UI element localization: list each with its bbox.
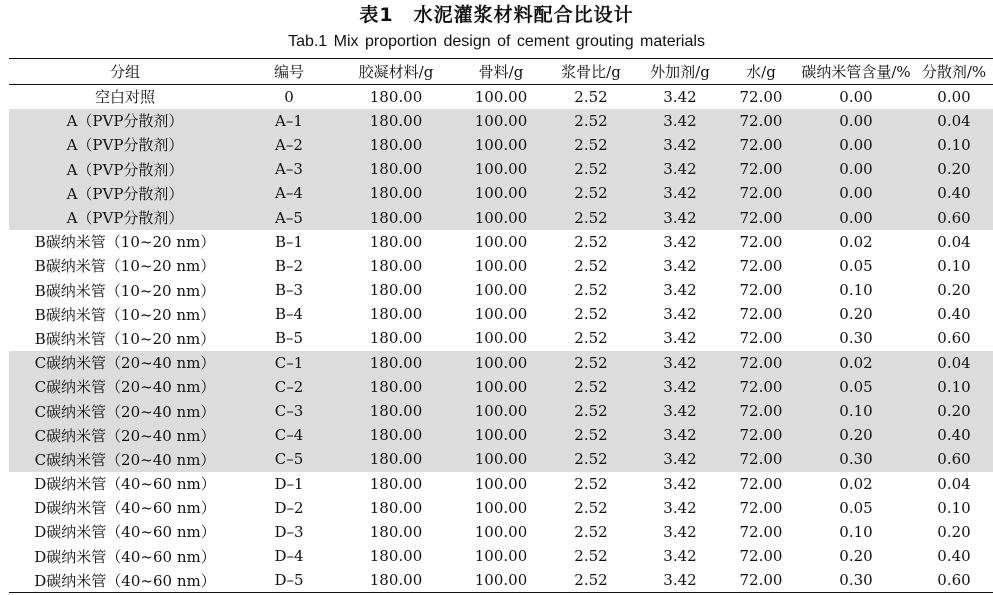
cell-water: 72.00 — [725, 568, 797, 592]
cell-group: C碳纳米管（20~40 nm） — [9, 351, 241, 375]
table-row — [9, 85, 993, 109]
table-row — [9, 399, 993, 423]
cell-admixture: 3.42 — [663, 281, 697, 300]
cell-cnt: 0.00 — [839, 87, 873, 106]
cell-dispersant: 0.20 — [915, 157, 993, 181]
table-row — [9, 254, 993, 278]
cell-water: 72.00 — [725, 157, 797, 181]
table-row — [9, 302, 993, 326]
cell-aggregate: 100.00 — [474, 547, 528, 566]
cell-cnt: 0.30 — [797, 447, 915, 471]
cell-cnt: 0.00 — [797, 205, 915, 229]
cell-cnt: 0.05 — [839, 498, 873, 517]
cell-group: B碳纳米管（10~20 nm） — [34, 233, 216, 252]
cell-dispersant: 0.60 — [937, 329, 971, 348]
cell-water: 72.00 — [739, 474, 783, 493]
cell-cnt: 0.10 — [839, 281, 873, 300]
cell-cnt: 0.20 — [839, 547, 873, 566]
cell-binder: 180.00 — [337, 447, 455, 471]
cell-group: D碳纳米管（40~60 nm） — [34, 547, 216, 566]
cell-id: C–2 — [241, 375, 337, 399]
cell-id: A–1 — [241, 109, 337, 133]
cell-binder: 180.00 — [337, 157, 455, 181]
cell-binder: 180.00 — [369, 547, 423, 566]
cell-admixture: 3.42 — [635, 399, 725, 423]
cell-group: A（PVP分散剂） — [9, 181, 241, 205]
cell-cnt: 0.00 — [797, 181, 915, 205]
cell-binder: 180.00 — [369, 232, 423, 251]
cell-binder: 180.00 — [337, 375, 455, 399]
cell-dispersant: 0.00 — [937, 87, 971, 106]
cell-water: 72.00 — [739, 281, 783, 300]
cell-binder: 180.00 — [337, 568, 455, 592]
cell-dispersant: 0.04 — [915, 351, 993, 375]
cell-water: 72.00 — [725, 447, 797, 471]
table-row — [9, 205, 993, 229]
table-title-cn: 表1 水泥灌浆材料配合比设计 — [359, 4, 634, 26]
cell-binder: 180.00 — [337, 109, 455, 133]
cell-dispersant: 0.20 — [937, 281, 971, 300]
cell-dispersant: 0.40 — [937, 305, 971, 324]
cell-binder: 180.00 — [369, 522, 423, 541]
cell-ratio: 2.52 — [574, 232, 608, 251]
cell-cnt: 0.05 — [839, 256, 873, 275]
table-row — [9, 568, 993, 592]
cell-aggregate: 100.00 — [455, 157, 547, 181]
cell-water: 72.00 — [739, 329, 783, 348]
cell-admixture: 3.42 — [635, 205, 725, 229]
cell-ratio: 2.52 — [547, 423, 635, 447]
cell-aggregate: 100.00 — [474, 256, 528, 275]
table-row — [9, 278, 993, 302]
header-cnt: 碳纳米管含量/% — [797, 59, 915, 85]
cell-binder: 180.00 — [337, 133, 455, 157]
cell-admixture: 3.42 — [663, 87, 697, 106]
header-id: 编号 — [241, 59, 337, 85]
cell-dispersant: 0.04 — [937, 232, 971, 251]
cell-ratio: 2.52 — [547, 133, 635, 157]
cell-admixture: 3.42 — [635, 375, 725, 399]
table-row — [9, 375, 993, 399]
cell-dispersant: 0.40 — [915, 181, 993, 205]
header-dispersant: 分散剂/% — [915, 59, 993, 85]
cell-group: 空白对照 — [94, 88, 155, 107]
cell-ratio: 2.52 — [547, 109, 635, 133]
cell-water: 72.00 — [739, 498, 783, 517]
cell-water: 72.00 — [725, 181, 797, 205]
table-row — [9, 326, 993, 350]
cell-dispersant: 0.60 — [915, 568, 993, 592]
cell-group: C碳纳米管（20~40 nm） — [9, 399, 241, 423]
table-row — [9, 230, 993, 254]
cell-id: D–2 — [274, 498, 304, 517]
cell-aggregate: 100.00 — [455, 205, 547, 229]
cell-id: A–5 — [241, 205, 337, 229]
cell-water: 72.00 — [739, 256, 783, 275]
cell-binder: 180.00 — [369, 305, 423, 324]
cell-aggregate: 100.00 — [474, 329, 528, 348]
cell-admixture: 3.42 — [663, 232, 697, 251]
cell-admixture: 3.42 — [635, 109, 725, 133]
cell-aggregate: 100.00 — [455, 109, 547, 133]
table-row — [9, 109, 993, 133]
cell-aggregate: 100.00 — [455, 375, 547, 399]
table-row — [9, 472, 993, 496]
cell-ratio: 2.52 — [547, 205, 635, 229]
cell-binder: 180.00 — [337, 399, 455, 423]
cell-cnt: 0.02 — [839, 474, 873, 493]
cell-binder: 180.00 — [369, 256, 423, 275]
header-ratio: 浆骨比/g — [547, 59, 635, 85]
cell-water: 72.00 — [739, 547, 783, 566]
cell-aggregate: 100.00 — [455, 181, 547, 205]
cell-dispersant: 0.60 — [915, 447, 993, 471]
cell-ratio: 2.52 — [574, 474, 608, 493]
cell-ratio: 2.52 — [547, 351, 635, 375]
cell-admixture: 3.42 — [635, 157, 725, 181]
cell-admixture: 3.42 — [663, 498, 697, 517]
cell-aggregate: 100.00 — [474, 498, 528, 517]
cell-binder: 180.00 — [369, 498, 423, 517]
cell-water: 72.00 — [739, 232, 783, 251]
cell-water: 72.00 — [725, 423, 797, 447]
cell-admixture: 3.42 — [663, 305, 697, 324]
cell-cnt: 0.00 — [797, 133, 915, 157]
cell-cnt: 0.10 — [839, 522, 873, 541]
cell-group: B碳纳米管（10~20 nm） — [34, 257, 216, 276]
table-row — [9, 447, 993, 471]
cell-ratio: 2.52 — [547, 399, 635, 423]
cell-ratio: 2.52 — [574, 281, 608, 300]
cell-admixture: 3.42 — [635, 447, 725, 471]
cell-water: 72.00 — [725, 109, 797, 133]
header-admixture: 外加剂/g — [635, 59, 725, 85]
cell-binder: 180.00 — [369, 281, 423, 300]
cell-id: D–4 — [274, 547, 304, 566]
cell-aggregate: 100.00 — [455, 399, 547, 423]
cell-water: 72.00 — [739, 522, 783, 541]
mix-proportion-table — [9, 58, 993, 593]
cell-dispersant: 0.04 — [937, 474, 971, 493]
cell-ratio: 2.52 — [547, 568, 635, 592]
cell-admixture: 3.42 — [635, 181, 725, 205]
cell-dispersant: 0.40 — [915, 423, 993, 447]
cell-binder: 180.00 — [369, 87, 423, 106]
table-title-en: Tab.1 Mix proportion design of cement grouting materials — [288, 33, 705, 50]
cell-group: C碳纳米管（20~40 nm） — [9, 447, 241, 471]
cell-water: 72.00 — [739, 87, 783, 106]
cell-admixture: 3.42 — [635, 568, 725, 592]
header-group: 分组 — [9, 59, 241, 85]
cell-admixture: 3.42 — [635, 133, 725, 157]
cell-cnt: 0.02 — [797, 351, 915, 375]
cell-cnt: 0.30 — [797, 568, 915, 592]
cell-aggregate: 100.00 — [474, 281, 528, 300]
cell-ratio: 2.52 — [574, 256, 608, 275]
cell-group: A（PVP分散剂） — [9, 133, 241, 157]
cell-dispersant: 0.20 — [915, 399, 993, 423]
table-row — [9, 181, 993, 205]
table-header — [9, 59, 993, 85]
cell-dispersant: 0.10 — [937, 256, 971, 275]
cell-id: D–1 — [274, 474, 304, 493]
cell-water: 72.00 — [725, 351, 797, 375]
cell-id: A–4 — [241, 181, 337, 205]
cell-group: B碳纳米管（10~20 nm） — [34, 329, 216, 348]
cell-binder: 180.00 — [337, 181, 455, 205]
cell-aggregate: 100.00 — [474, 87, 528, 106]
cell-group: B碳纳米管（10~20 nm） — [34, 305, 216, 324]
cell-dispersant: 0.40 — [937, 547, 971, 566]
cell-id: 0 — [284, 87, 294, 106]
table-row — [9, 520, 993, 544]
cell-binder: 180.00 — [337, 423, 455, 447]
cell-aggregate: 100.00 — [455, 568, 547, 592]
cell-aggregate: 100.00 — [455, 447, 547, 471]
cell-id: B–5 — [274, 329, 304, 348]
cell-id: B–1 — [274, 232, 304, 251]
cell-id: C–1 — [241, 351, 337, 375]
cell-group: C碳纳米管（20~40 nm） — [9, 375, 241, 399]
cell-group: D碳纳米管（40~60 nm） — [34, 475, 216, 494]
table-row — [9, 157, 993, 181]
cell-binder: 180.00 — [369, 474, 423, 493]
cell-id: B–4 — [274, 305, 304, 324]
cell-ratio: 2.52 — [547, 157, 635, 181]
cell-ratio: 2.52 — [574, 522, 608, 541]
cell-group: D碳纳米管（40~60 nm） — [34, 523, 216, 542]
cell-id: A–3 — [241, 157, 337, 181]
cell-group: A（PVP分散剂） — [9, 205, 241, 229]
cell-ratio: 2.52 — [547, 447, 635, 471]
cell-id: D–3 — [274, 522, 304, 541]
cell-dispersant: 0.10 — [915, 375, 993, 399]
cell-admixture: 3.42 — [663, 547, 697, 566]
cell-aggregate: 100.00 — [455, 133, 547, 157]
cell-dispersant: 0.10 — [937, 498, 971, 517]
cell-cnt: 0.05 — [797, 375, 915, 399]
cell-group: C碳纳米管（20~40 nm） — [9, 423, 241, 447]
cell-aggregate: 100.00 — [474, 474, 528, 493]
cell-cnt: 0.30 — [839, 329, 873, 348]
table-row — [9, 133, 993, 157]
cell-id: B–3 — [274, 281, 304, 300]
header-water: 水/g — [725, 59, 797, 85]
cell-group: D碳纳米管（40~60 nm） — [9, 568, 241, 592]
cell-ratio: 2.52 — [574, 87, 608, 106]
cell-admixture: 3.42 — [635, 423, 725, 447]
cell-ratio: 2.52 — [547, 375, 635, 399]
cell-ratio: 2.52 — [574, 329, 608, 348]
table-row — [9, 423, 993, 447]
cell-admixture: 3.42 — [663, 522, 697, 541]
cell-ratio: 2.52 — [574, 305, 608, 324]
cell-binder: 180.00 — [337, 351, 455, 375]
cell-dispersant: 0.04 — [915, 109, 993, 133]
cell-cnt: 0.20 — [839, 305, 873, 324]
cell-id: C–4 — [241, 423, 337, 447]
cell-cnt: 0.00 — [797, 109, 915, 133]
cell-admixture: 3.42 — [663, 474, 697, 493]
cell-binder: 180.00 — [369, 329, 423, 348]
cell-water: 72.00 — [725, 399, 797, 423]
cell-aggregate: 100.00 — [474, 305, 528, 324]
header-row — [9, 59, 993, 85]
cell-cnt: 0.10 — [797, 399, 915, 423]
cell-id: A–2 — [241, 133, 337, 157]
cell-admixture: 3.42 — [635, 351, 725, 375]
cell-group: D碳纳米管（40~60 nm） — [34, 499, 216, 518]
header-binder: 胶凝材料/g — [337, 59, 455, 85]
cell-group: B碳纳米管（10~20 nm） — [34, 281, 216, 300]
cell-admixture: 3.42 — [663, 329, 697, 348]
table-body — [9, 85, 993, 593]
cell-aggregate: 100.00 — [455, 351, 547, 375]
cell-cnt: 0.20 — [797, 423, 915, 447]
cell-dispersant: 0.60 — [915, 205, 993, 229]
cell-water: 72.00 — [725, 133, 797, 157]
cell-ratio: 2.52 — [547, 181, 635, 205]
header-aggregate: 骨料/g — [455, 59, 547, 85]
cell-id: D–5 — [241, 568, 337, 592]
cell-aggregate: 100.00 — [474, 232, 528, 251]
cell-ratio: 2.52 — [574, 547, 608, 566]
cell-cnt: 0.02 — [839, 232, 873, 251]
cell-cnt: 0.00 — [797, 157, 915, 181]
cell-aggregate: 100.00 — [455, 423, 547, 447]
table-row — [9, 496, 993, 520]
cell-binder: 180.00 — [337, 205, 455, 229]
table-row — [9, 544, 993, 568]
cell-group: A（PVP分散剂） — [9, 109, 241, 133]
cell-dispersant: 0.10 — [915, 133, 993, 157]
cell-id: C–5 — [241, 447, 337, 471]
cell-water: 72.00 — [725, 205, 797, 229]
cell-admixture: 3.42 — [663, 256, 697, 275]
cell-water: 72.00 — [725, 375, 797, 399]
cell-dispersant: 0.20 — [937, 522, 971, 541]
cell-ratio: 2.52 — [574, 498, 608, 517]
table-row — [9, 351, 993, 375]
cell-water: 72.00 — [739, 305, 783, 324]
cell-group: A（PVP分散剂） — [9, 157, 241, 181]
cell-id: B–2 — [274, 256, 304, 275]
cell-id: C–3 — [241, 399, 337, 423]
cell-aggregate: 100.00 — [474, 522, 528, 541]
